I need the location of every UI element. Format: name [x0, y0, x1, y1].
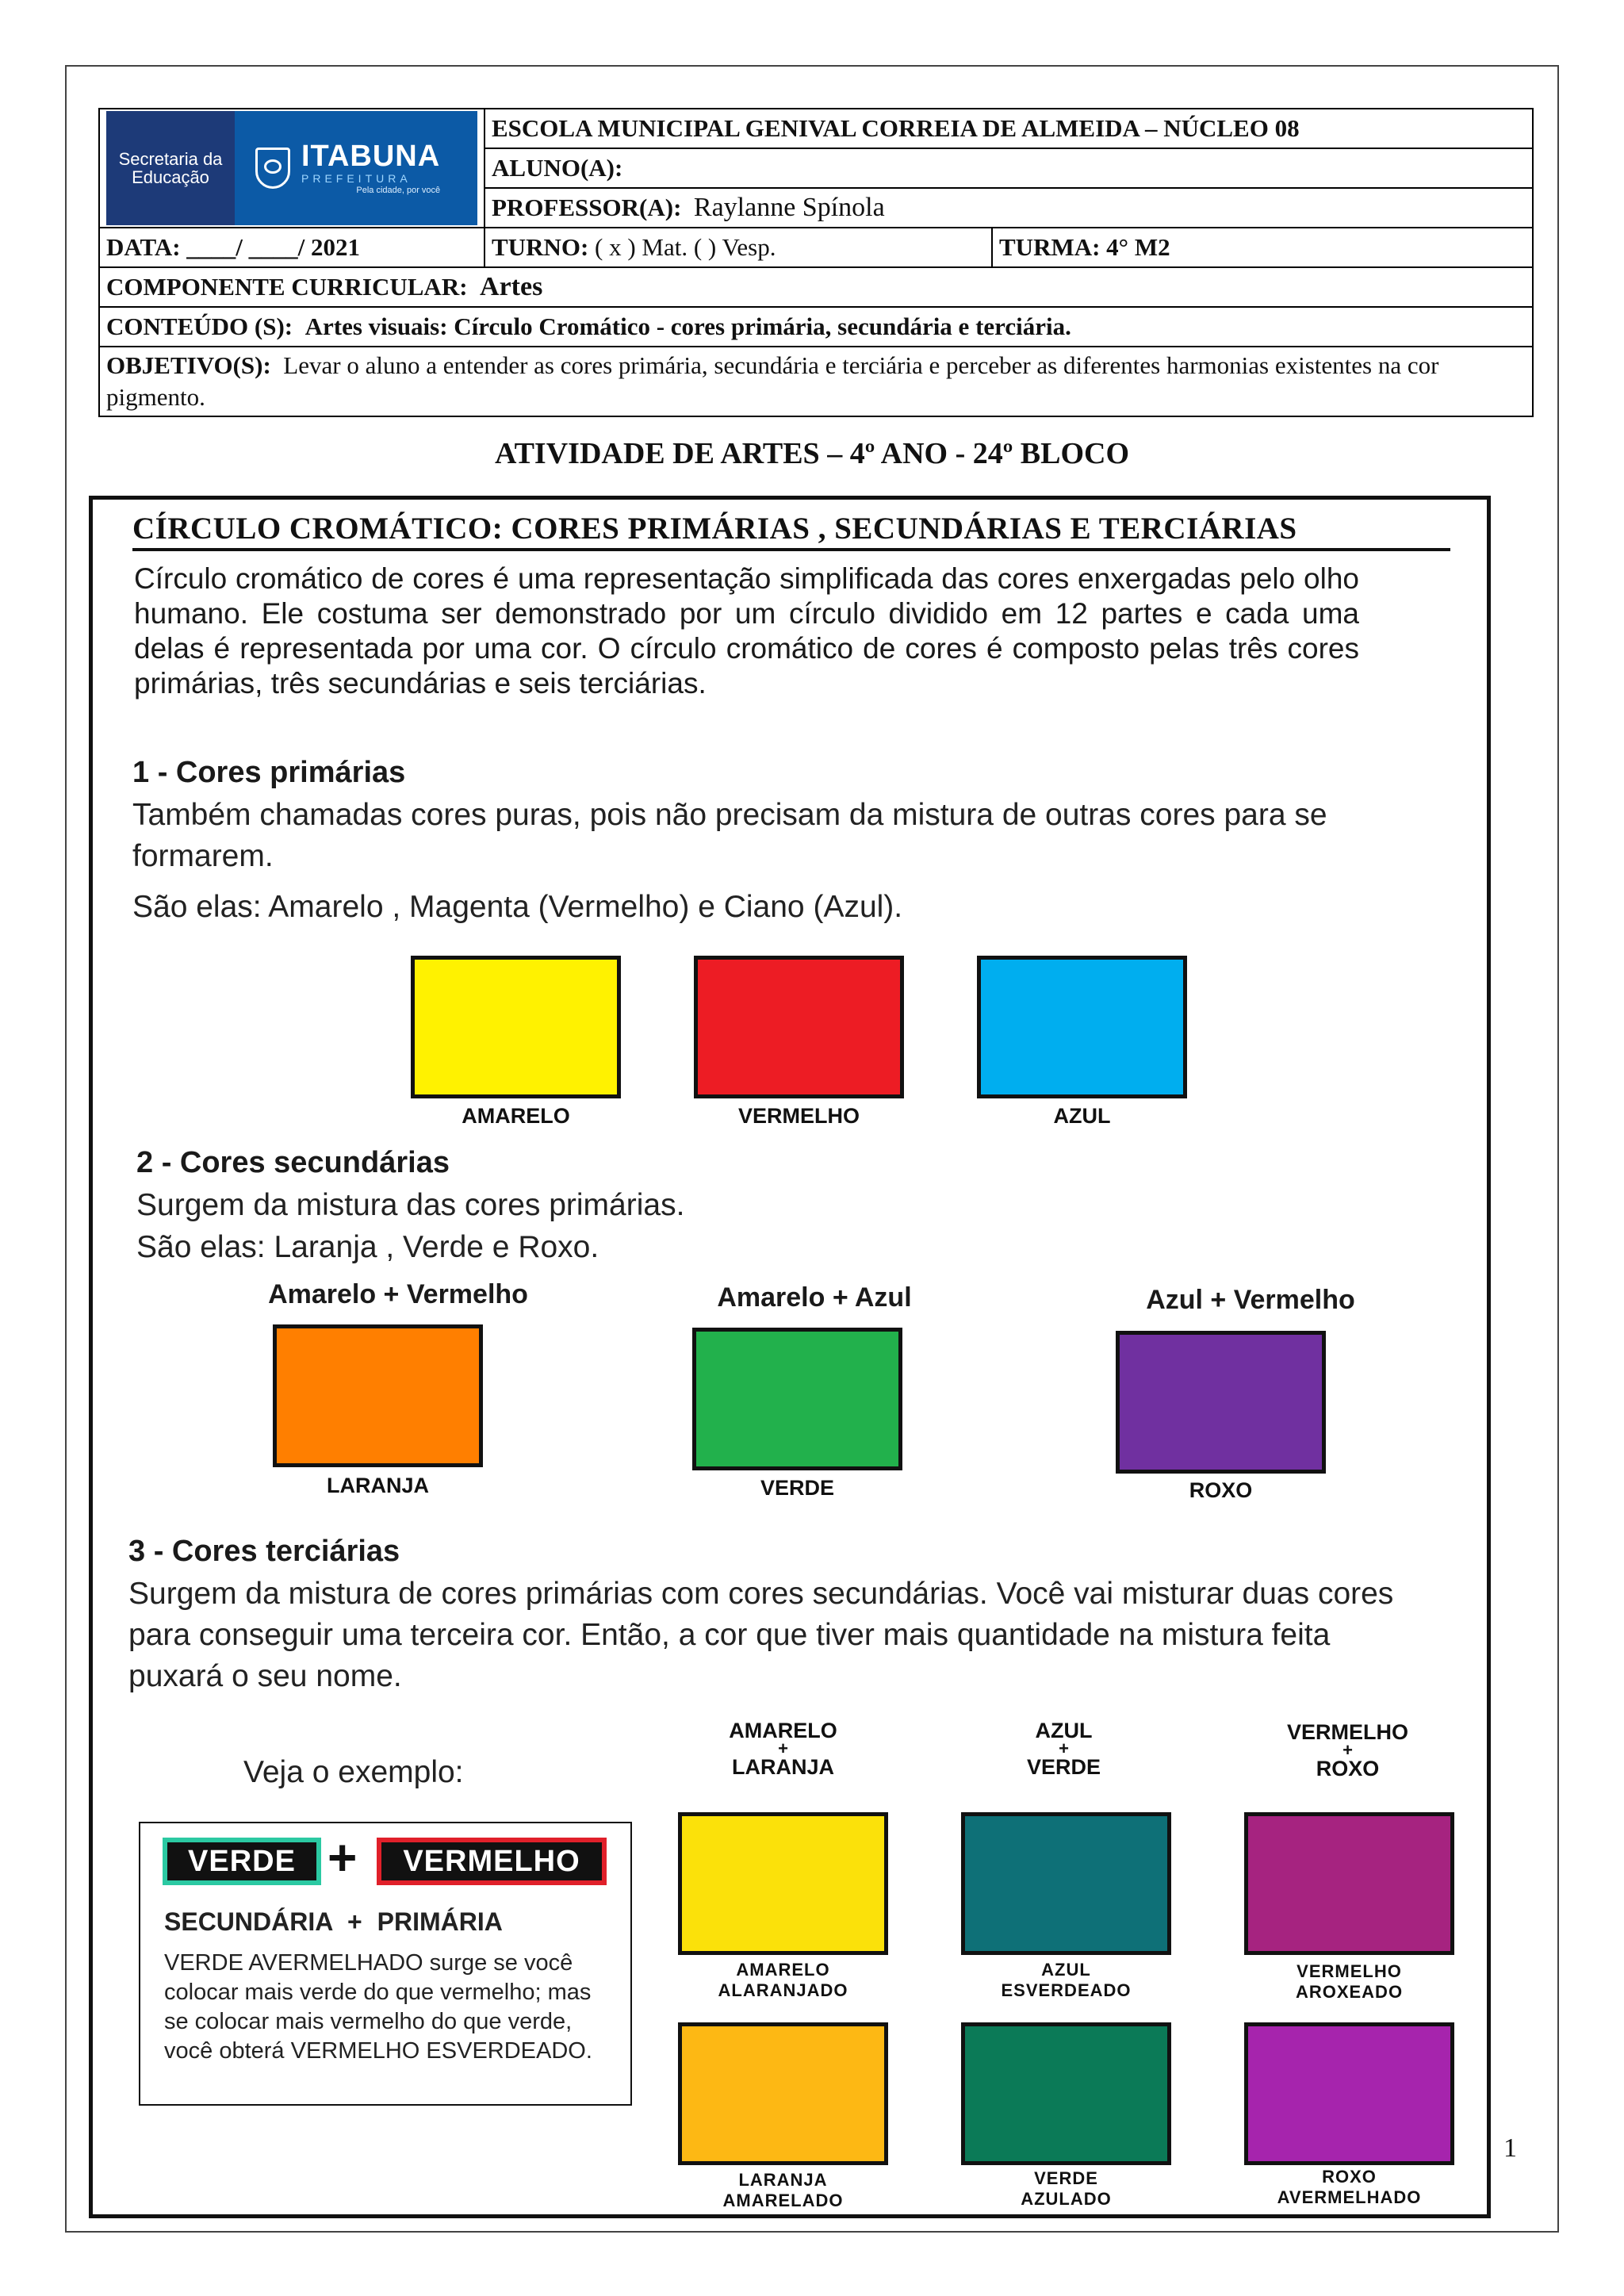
class-field: TURMA: 4° M2	[992, 228, 1533, 267]
city-shield-icon	[255, 148, 290, 189]
tertiary-text: Surgem da mistura de cores primárias com cores secundárias. Você vai misturar duas cores para conseguir uma terceira cor. Então, a cor que tiver mais quantidade na mistura feita puxará o seu nome.	[128, 1577, 1394, 1693]
plus-sign: +	[778, 1738, 788, 1758]
teacher-field	[485, 188, 1533, 228]
label-yellow: AMARELO	[462, 1104, 570, 1128]
teacher-label: PROFESSOR(A):	[492, 194, 682, 221]
swatch-orange-yellow	[678, 2022, 888, 2165]
label-red-purple	[1244, 1961, 1454, 2003]
shift-label: TURNO:	[492, 233, 589, 261]
combo-red-purple	[1243, 1721, 1453, 1780]
combo-top: VERMELHO	[1286, 1720, 1408, 1744]
shift-value: ( x ) Mat. ( ) Vesp.	[595, 233, 776, 261]
mix-green: Amarelo + Azul	[717, 1282, 912, 1313]
label-line-2: AVERMELHADO	[1277, 2187, 1422, 2207]
education-logo	[106, 111, 235, 225]
swatch-purple-red	[1244, 2022, 1454, 2165]
primary-list: São elas: Amarelo , Magenta (Vermelho) e Ciano (Azul).	[132, 890, 903, 924]
brand-tag: Pela cidade, por você	[356, 186, 441, 195]
component-value: Artes	[480, 272, 543, 301]
tag-red: VERMELHO	[377, 1838, 607, 1885]
swatch-blue	[977, 956, 1187, 1098]
brand-name: ITABUNA	[301, 140, 441, 173]
swatch-red-purple	[1244, 1812, 1454, 1955]
combo-top: AMARELO	[729, 1719, 837, 1742]
label-line-1: ROXO	[1322, 2167, 1377, 2187]
plus-sign: +	[1059, 1738, 1069, 1758]
label-yellow-orange	[678, 1960, 888, 2001]
content-field	[99, 307, 1533, 347]
label-purple: ROXO	[1189, 1478, 1253, 1502]
combo-yellow-orange	[678, 1719, 888, 1778]
label-line-1: AZUL	[1041, 1960, 1091, 1980]
component-field	[99, 267, 1533, 307]
label-line-1: VERDE	[1034, 2168, 1098, 2188]
combo-bottom: VERDE	[1026, 1755, 1101, 1779]
label-line-2: AZULADO	[1021, 2189, 1112, 2209]
section-title: CÍRCULO CROMÁTICO: CORES PRIMÁRIAS , SECUNDÁRIAS E TERCIÁRIAS	[132, 511, 1450, 551]
content-value: Artes visuais: Círculo Cromático - cores primária, secundária e terciária.	[304, 312, 1071, 340]
swatch-red	[694, 956, 904, 1098]
label-line-1: AMARELO	[736, 1960, 830, 1980]
tag-green: VERDE	[163, 1838, 321, 1885]
label-blue: AZUL	[1053, 1104, 1111, 1128]
swatch-yellow	[411, 956, 621, 1098]
secondary-list: São elas: Laranja , Verde e Roxo.	[136, 1230, 599, 1264]
logo-cell	[99, 109, 485, 228]
label-line-2: AMARELADO	[722, 2191, 844, 2210]
swatch-orange	[273, 1324, 483, 1467]
swatch-purple	[1116, 1331, 1326, 1474]
plus-icon: +	[327, 1829, 358, 1886]
example-text: VERDE AVERMELHADO surge se você colocar mais verde do que vermelho; mas se colocar mais vermelho do que verde, você obterá VERMELHO ESVERDEADO.	[164, 1950, 592, 2064]
label-red: VERMELHO	[737, 1104, 860, 1128]
primary-heading: 1 - Cores primárias	[132, 756, 406, 789]
label-orange: LARANJA	[326, 1474, 429, 1497]
secondary-text: Surgem da mistura das cores primárias.	[136, 1188, 685, 1222]
combo-bottom: LARANJA	[731, 1755, 834, 1779]
page-number: 1	[1503, 2133, 1517, 2163]
mix-purple: Azul + Vermelho	[1146, 1285, 1355, 1315]
primary-text: Também chamadas cores puras, pois não precisam da mistura de outras cores para se formarem.	[132, 798, 1327, 873]
teacher-name: Raylanne Spínola	[693, 193, 885, 222]
example-lead: Veja o exemplo:	[243, 1755, 464, 1789]
objective-field	[99, 347, 1533, 416]
brand-sub: PREFEITURA	[301, 172, 412, 185]
combo-bottom: ROXO	[1316, 1757, 1380, 1780]
label-line-1: VERMELHO	[1297, 1961, 1402, 1981]
education-logo-text: Secretaria da Educação	[118, 149, 223, 187]
school-name: ESCOLA MUNICIPAL GENIVAL CORREIA DE ALMEIDA – NÚCLEO 08	[485, 109, 1533, 148]
label-green: VERDE	[760, 1476, 835, 1500]
label-line-2: ALARANJADO	[718, 1980, 848, 2000]
plus-sign: +	[1342, 1740, 1353, 1760]
itabuna-logo	[235, 111, 477, 225]
objective-label: OBJETIVO(S):	[106, 351, 271, 379]
swatch-green-blue	[961, 2022, 1171, 2165]
content-frame	[89, 496, 1491, 2218]
label-line-2: AROXEADO	[1295, 1982, 1404, 2002]
intro-text: Círculo cromático de cores é uma representação simplificada das cores enxergadas pelo olho humano. Ele costuma ser demonstrado por um círculo dividido em 12 partes e cada uma delas é representada por uma cor. O círculo cromático de cores é composto pelas três cores primárias, três secundárias e seis terciárias.	[134, 562, 1359, 700]
label-blue-green	[961, 1960, 1171, 2001]
label-line-1: LARANJA	[738, 2170, 828, 2190]
mix-orange: Amarelo + Vermelho	[268, 1279, 528, 1309]
logo	[106, 111, 477, 225]
objective-value: Levar o aluno a entender as cores primária, secundária e terciária e perceber as diferentes harmonias existentes na cor pigmento.	[106, 351, 1439, 411]
component-label: COMPONENTE CURRICULAR:	[106, 273, 468, 301]
label-green-blue	[961, 2168, 1171, 2210]
label-purple-red	[1244, 2167, 1454, 2208]
secondary-heading: 2 - Cores secundárias	[136, 1146, 450, 1179]
example-kind: SECUNDÁRIA + PRIMÁRIA	[164, 1907, 503, 1936]
date-field: DATA: ____/ ____/ 2021	[99, 228, 485, 267]
swatch-blue-green	[961, 1812, 1171, 1955]
shift-field	[485, 228, 992, 267]
label-line-2: ESVERDEADO	[1001, 1980, 1132, 2000]
label-orange-yellow	[678, 2170, 888, 2211]
combo-blue-green	[959, 1719, 1169, 1778]
example-box	[139, 1822, 632, 2106]
swatch-green	[692, 1328, 902, 1470]
combo-top: AZUL	[1035, 1719, 1093, 1742]
content-label: CONTEÚDO (S):	[106, 312, 293, 340]
swatch-yellow-orange	[678, 1812, 888, 1955]
student-field: ALUNO(A):	[485, 148, 1533, 188]
tertiary-heading: 3 - Cores terciárias	[128, 1535, 400, 1568]
header-table	[98, 108, 1534, 417]
activity-title: ATIVIDADE DE ARTES – 4º ANO - 24º BLOCO	[494, 437, 1130, 470]
